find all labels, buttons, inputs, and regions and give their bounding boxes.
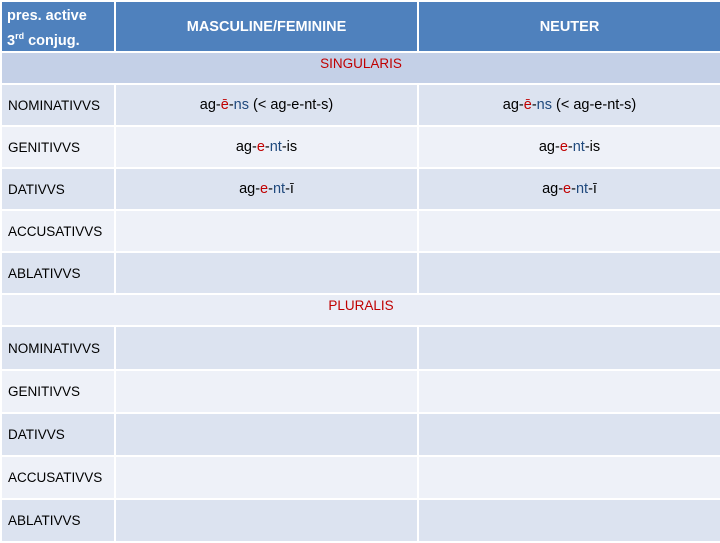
form-pre: ag- (538, 139, 560, 155)
neuter-form-cell (419, 211, 720, 251)
case-label: GENITIVVS (2, 371, 114, 412)
masc-fem-form-cell (116, 457, 417, 498)
pluralis-body (2, 327, 720, 541)
singularis-section-row (2, 53, 720, 83)
case-row (2, 169, 720, 209)
form-mid: - (571, 181, 576, 197)
header-masc-fem: MASCULINE/FEMININE (116, 2, 417, 51)
header-neuter: NEUTER (419, 2, 720, 51)
form-post: (< ag-e-nt-s) (552, 97, 637, 113)
case-row (2, 127, 720, 167)
form-mid: - (567, 139, 573, 155)
form-post: -ī (285, 181, 294, 197)
case-row (2, 253, 720, 293)
form-post: -is (584, 139, 601, 155)
case-label: DATIVVS (2, 169, 114, 209)
form-vowel: e (256, 139, 265, 155)
case-label: DATIVVS (2, 414, 114, 455)
case-label: NOMINATIVVS (2, 85, 114, 125)
neuter-form-cell (419, 85, 720, 125)
form-vowel: e (559, 139, 568, 155)
neuter-form-cell (419, 327, 720, 369)
conjugation-word: conjug. (24, 32, 80, 49)
neuter-form-cell (419, 371, 720, 412)
case-row (2, 457, 720, 498)
neuter-form-cell (419, 500, 720, 541)
singularis-body (2, 85, 720, 293)
form-pre: ag- (239, 181, 261, 197)
neuter-form-cell (419, 127, 720, 167)
form-ending: nt (269, 139, 282, 155)
form-mid: - (264, 139, 270, 155)
corner-line-1: pres. active (7, 8, 87, 24)
corner-line-2 (7, 26, 114, 51)
masc-fem-form-cell (116, 371, 417, 412)
form-post: (< ag-e-nt-s) (249, 97, 334, 113)
conjugation-suffix: rd (15, 31, 25, 41)
masc-fem-form-cell (116, 169, 417, 209)
masc-fem-form-cell (116, 85, 417, 125)
case-label: ACCUSATIVVS (2, 211, 114, 251)
case-row (2, 500, 720, 541)
form-ending: ns (536, 97, 552, 113)
case-row (2, 211, 720, 251)
form-vowel: e (260, 181, 269, 197)
neuter-form-cell (419, 253, 720, 293)
form-vowel: e (563, 181, 572, 197)
form-mid: - (531, 97, 537, 113)
neuter-form-cell (419, 457, 720, 498)
masc-fem-form-cell (116, 500, 417, 541)
header-corner-cell (2, 2, 114, 51)
form-pre: ag- (235, 139, 257, 155)
form-vowel: ē (523, 97, 532, 113)
masc-fem-form-cell (116, 127, 417, 167)
masc-fem-form-cell (116, 211, 417, 251)
form-mid: - (228, 97, 234, 113)
form-ending: nt (575, 181, 589, 197)
form-pre: ag- (199, 97, 221, 113)
singularis-title: SINGULARIS (2, 53, 720, 83)
case-row (2, 414, 720, 455)
masc-fem-form-cell (116, 253, 417, 293)
case-label: ACCUSATIVVS (2, 457, 114, 498)
case-label: ABLATIVVS (2, 253, 114, 293)
form-mid: - (268, 181, 273, 197)
masc-fem-form-cell (116, 414, 417, 455)
header-row (2, 2, 720, 51)
neuter-form-cell (419, 169, 720, 209)
masc-fem-form-cell (116, 327, 417, 369)
neuter-form-cell (419, 414, 720, 455)
conjugation-number: 3 (7, 32, 16, 49)
case-label: NOMINATIVVS (2, 327, 114, 369)
form-ending: ns (233, 97, 249, 113)
form-post: -ī (588, 181, 597, 197)
form-pre: ag- (542, 181, 564, 197)
form-post: -is (281, 139, 298, 155)
form-ending: nt (272, 181, 286, 197)
pluralis-section-row (2, 295, 720, 325)
form-ending: nt (572, 139, 585, 155)
case-row (2, 85, 720, 125)
case-row (2, 371, 720, 412)
form-pre: ag- (502, 97, 524, 113)
case-label: ABLATIVVS (2, 500, 114, 541)
form-vowel: ē (220, 97, 229, 113)
case-row (2, 327, 720, 369)
case-label: GENITIVVS (2, 127, 114, 167)
pluralis-title: PLURALIS (2, 295, 720, 325)
